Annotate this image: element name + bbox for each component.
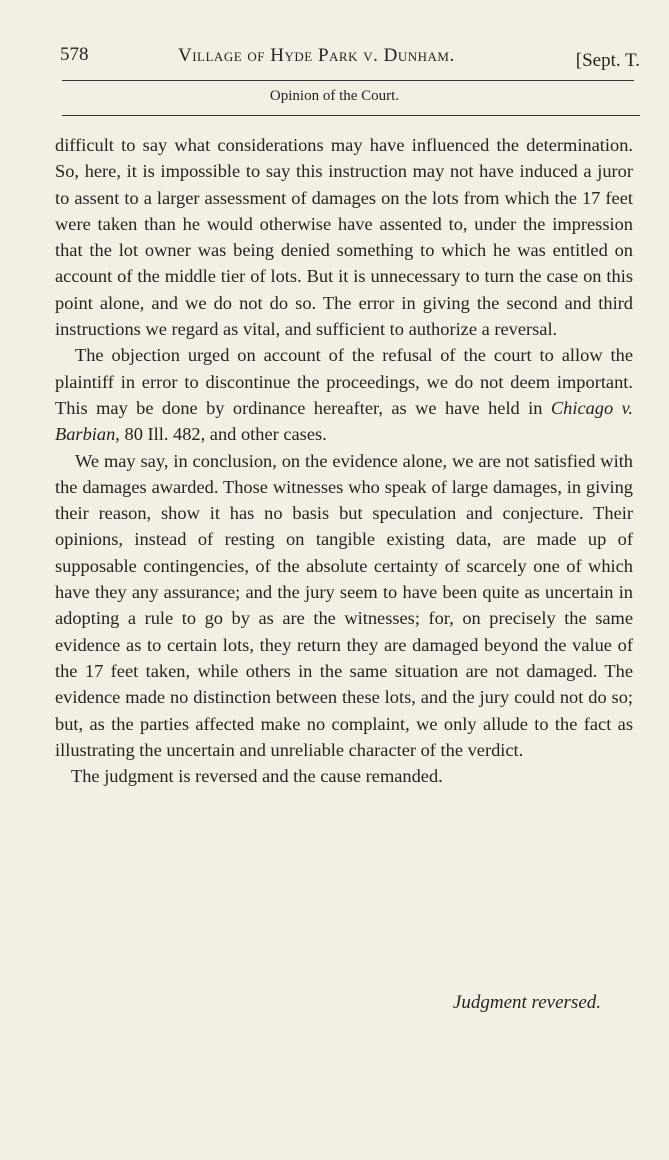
header-rule-top bbox=[62, 80, 634, 81]
judgment-result: Judgment reversed. bbox=[452, 992, 601, 1013]
paragraph-4: The judgment is reversed and the cause remanded. bbox=[71, 766, 443, 787]
page-number: 578 bbox=[60, 44, 89, 65]
paragraph-2-text-a: The objection urged on account of the refusal of the court to allow the plaintiff in error to discontinue the proceedings, we do not deem important. This may be done by ordinance hereafter, as we have held in bbox=[55, 345, 633, 418]
paragraph-1: difficult to say what considerations may have influenced the determination. So, here, it is impossible to say this instruction may not have induced a juror to assent to a larger assessment of damages on the lots from which the 17 feet were taken than he would otherwise have assented to, under the impression that the lot owner was being denied something to which he was entitled on account of the middle tier of lots. But it is unnecessary to turn the case on this point alone, and we do not do so. The error in giving the second and third instructions we regard as vital, and sufficient to authorize a reversal. bbox=[55, 135, 633, 340]
paragraph-2-text-b: , 80 Ill. 482, and other cases. bbox=[115, 424, 327, 445]
header-rule-bottom bbox=[62, 115, 640, 116]
case-title: Village of Hyde Park v. Dunham. bbox=[178, 45, 455, 66]
paragraph-3: We may say, in conclusion, on the evidence alone, we are not satisfied with the damages awarded. Those witnesses who speak of large damages, in giving their reason, show it has no basis but speculation and conjecture. Their opinions, instead of resting on tangible existing data, are made up of supposable contingencies, of the absolute certainty of scarcely one of which have they any assurance; and the jury seem to have been quite as uncertain in adopting a rule to go by as are the witnesses; for, on precisely the same evidence as to certain lots, they return they are damaged beyond the value of the 17 feet taken, while others in the same situation are not damaged. The evidence made no distinction between these lots, and the jury could not do so; but, as the parties affected make no complaint, we only allude to the fact as illustrating the uncertain and unreliable character of the verdict. bbox=[55, 450, 633, 760]
running-head bbox=[60, 44, 640, 74]
opinion-text bbox=[55, 132, 633, 789]
case-citation: Chicago v. Barbian bbox=[55, 397, 633, 445]
section-subhead: Opinion of the Court. bbox=[269, 88, 400, 104]
paragraph-2 bbox=[55, 342, 633, 447]
term-label: [Sept. T. bbox=[575, 50, 640, 71]
